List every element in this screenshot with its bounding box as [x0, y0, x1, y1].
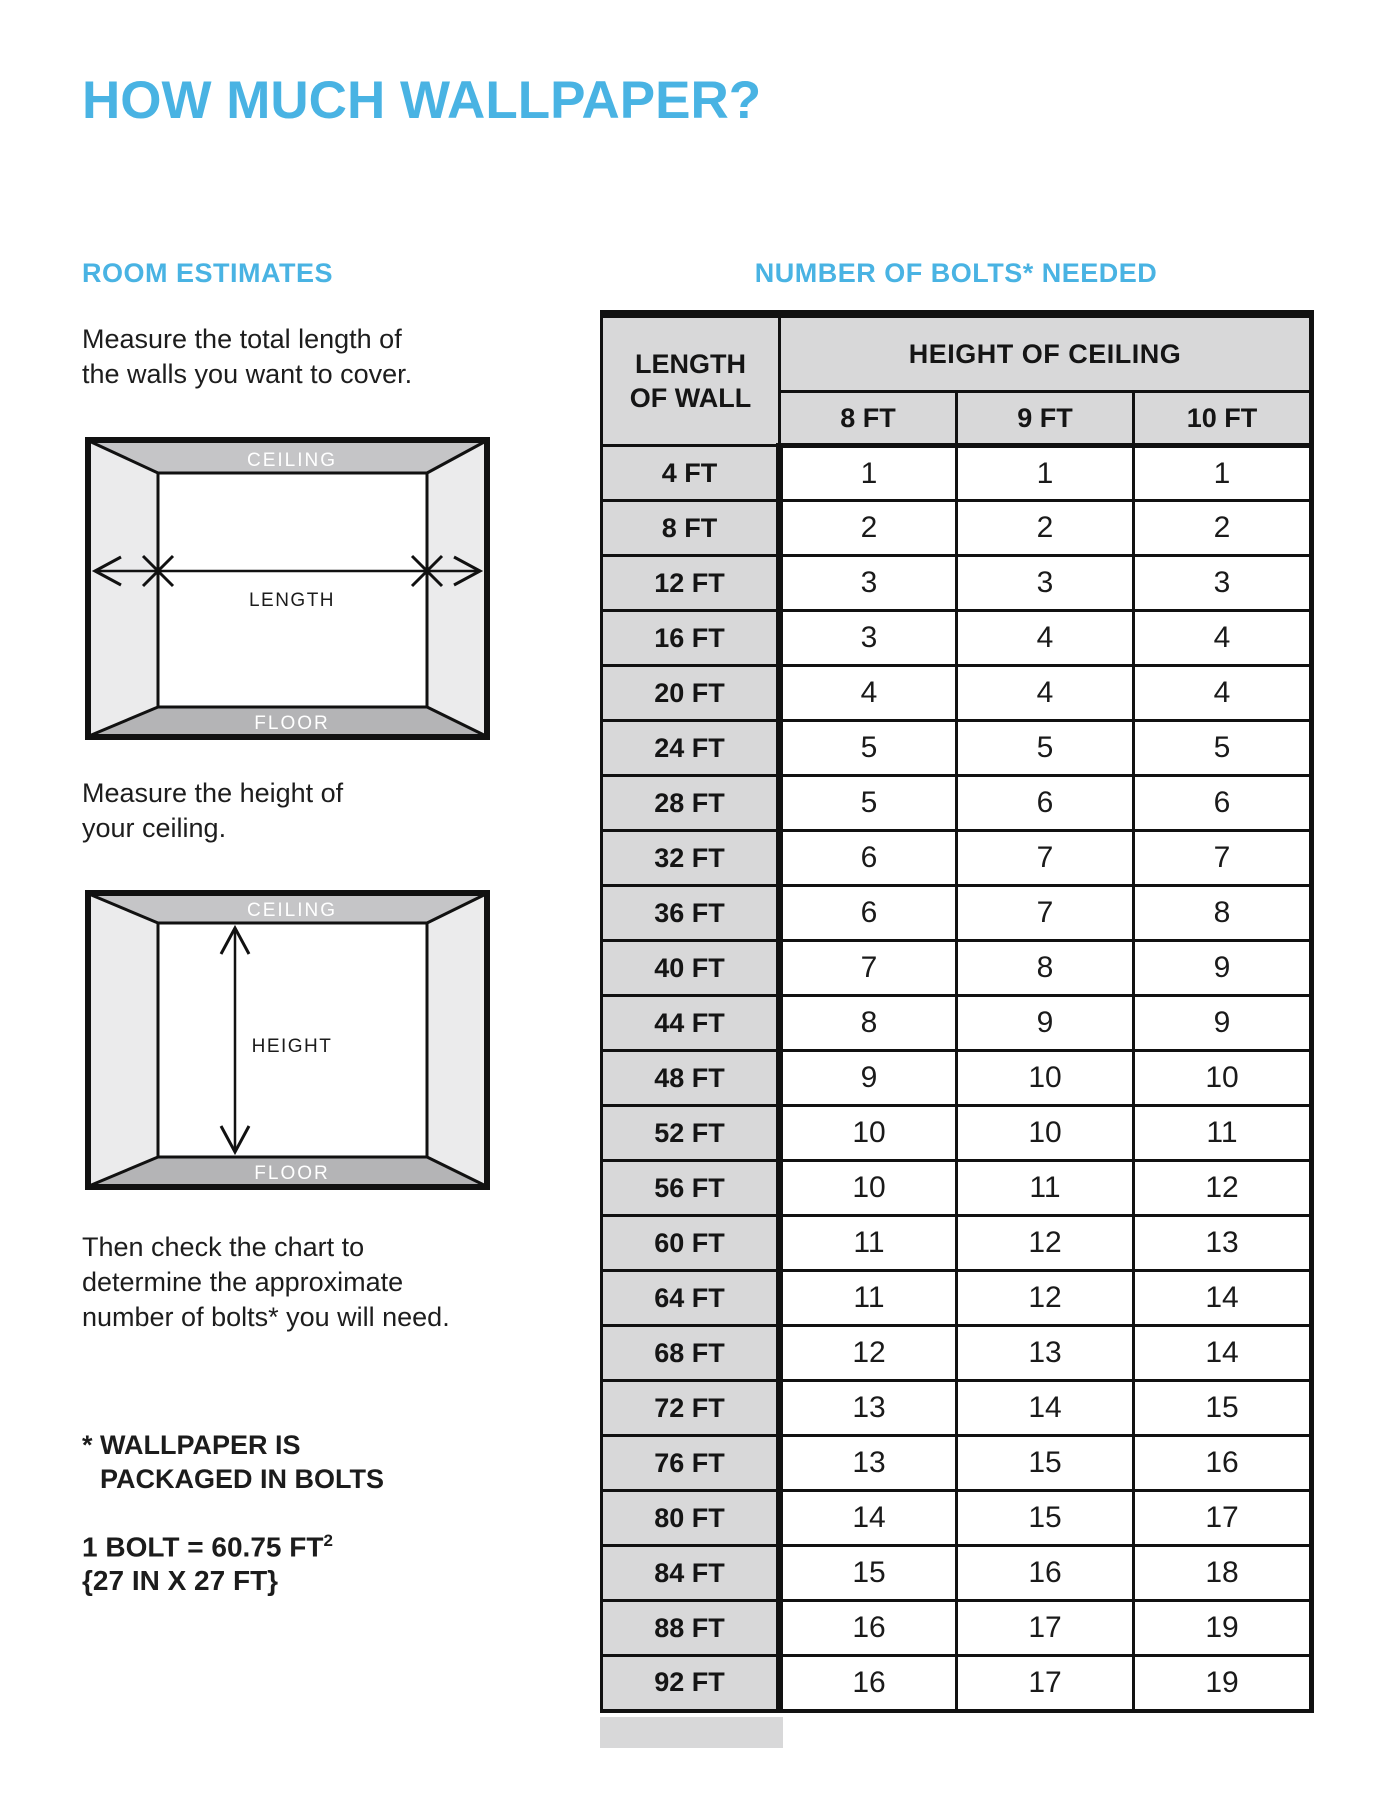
value-cell: 10 [780, 1161, 957, 1216]
value-cell: 16 [780, 1601, 957, 1656]
table-row [602, 446, 1312, 501]
bolts-table-body [602, 446, 1312, 1711]
table-row [602, 1326, 1312, 1381]
table-row [602, 501, 1312, 556]
value-cell: 8 [1134, 886, 1312, 941]
value-cell: 13 [780, 1436, 957, 1491]
value-cell: 14 [780, 1491, 957, 1546]
value-cell: 7 [957, 886, 1134, 941]
value-cell: 16 [1134, 1436, 1312, 1491]
table-header-row-1 [602, 314, 1312, 392]
value-cell: 14 [957, 1381, 1134, 1436]
table-row [602, 831, 1312, 886]
value-cell: 4 [957, 611, 1134, 666]
value-cell: 11 [1134, 1106, 1312, 1161]
value-cell: 15 [957, 1436, 1134, 1491]
value-cell: 17 [1134, 1491, 1312, 1546]
left-wall-surface [89, 894, 158, 1186]
value-cell: 6 [780, 831, 957, 886]
value-cell: 18 [1134, 1546, 1312, 1601]
value-cell: 11 [780, 1271, 957, 1326]
instruction-length-line2: the walls you want to cover. [82, 359, 413, 389]
table-row [602, 1491, 1312, 1546]
value-cell: 15 [1134, 1381, 1312, 1436]
value-cell: 16 [957, 1546, 1134, 1601]
value-cell: 7 [957, 831, 1134, 886]
height-label: HEIGHT [251, 1036, 333, 1057]
instruction-length [82, 322, 412, 392]
value-cell: 7 [780, 941, 957, 996]
value-cell: 10 [957, 1051, 1134, 1106]
value-cell: 8 [780, 996, 957, 1051]
instruction-chart-line1: Then check the chart to [82, 1232, 365, 1262]
row-label-cell: 32 FT [602, 831, 780, 886]
instruction-height-line1: Measure the height of [82, 778, 344, 808]
value-cell: 5 [780, 721, 957, 776]
value-cell: 14 [1134, 1271, 1312, 1326]
value-cell: 12 [957, 1271, 1134, 1326]
row-label-cell: 72 FT [602, 1381, 780, 1436]
row-label-cell: 92 FT [602, 1656, 780, 1711]
left-wall-surface [89, 441, 158, 736]
asterisk: * [82, 1430, 93, 1460]
table-row [602, 1106, 1312, 1161]
table-row [602, 886, 1312, 941]
value-cell: 10 [780, 1106, 957, 1161]
row-label-cell: 68 FT [602, 1326, 780, 1381]
length-label: LENGTH [248, 590, 336, 611]
row-header-line2: OF WALL [629, 383, 752, 413]
value-cell: 3 [957, 556, 1134, 611]
right-wall-surface [427, 441, 486, 736]
row-label-cell: 84 FT [602, 1546, 780, 1601]
column-group-header: HEIGHT OF CEILING [780, 314, 1312, 392]
row-label-cell: 16 FT [602, 611, 780, 666]
value-cell: 19 [1134, 1656, 1312, 1711]
value-cell: 3 [780, 611, 957, 666]
value-cell: 13 [957, 1326, 1134, 1381]
value-cell: 17 [957, 1601, 1134, 1656]
value-cell: 7 [1134, 831, 1312, 886]
floor-label: FLOOR [254, 1163, 330, 1184]
row-label-cell: 20 FT [602, 666, 780, 721]
value-cell: 15 [780, 1546, 957, 1601]
value-cell: 6 [780, 886, 957, 941]
value-cell: 6 [1134, 776, 1312, 831]
instruction-length-line1: Measure the total length of [82, 324, 402, 354]
value-cell: 4 [780, 666, 957, 721]
table-row [602, 1656, 1312, 1711]
bolt-dimensions: {27 IN X 27 FT} [82, 1565, 279, 1597]
value-cell: 2 [957, 501, 1134, 556]
table-row [602, 941, 1312, 996]
row-label-cell: 28 FT [602, 776, 780, 831]
room-length-diagram [85, 437, 490, 740]
table-row [602, 1436, 1312, 1491]
row-label-cell: 60 FT [602, 1216, 780, 1271]
value-cell: 11 [957, 1161, 1134, 1216]
value-cell: 9 [957, 996, 1134, 1051]
bolt-equation-text: 1 BOLT = 60.75 FT [82, 1531, 324, 1563]
row-label-cell: 40 FT [602, 941, 780, 996]
bolt-equation-line1 [82, 1524, 333, 1564]
room-height-diagram [85, 890, 490, 1190]
row-label-cell: 80 FT [602, 1491, 780, 1546]
value-cell: 17 [957, 1656, 1134, 1711]
value-cell: 5 [1134, 721, 1312, 776]
row-label-cell: 12 FT [602, 556, 780, 611]
value-cell: 1 [780, 446, 957, 501]
value-cell: 5 [957, 721, 1134, 776]
value-cell: 2 [780, 501, 957, 556]
table-heading: NUMBER OF BOLTS* NEEDED [754, 258, 1158, 288]
row-label-cell: 48 FT [602, 1051, 780, 1106]
table-row [602, 1381, 1312, 1436]
right-wall-surface [427, 894, 486, 1186]
value-cell: 10 [1134, 1051, 1312, 1106]
ceiling-label: CEILING [246, 900, 338, 921]
row-label-cell: 52 FT [602, 1106, 780, 1161]
value-cell: 13 [1134, 1216, 1312, 1271]
table-row [602, 556, 1312, 611]
row-label-cell: 36 FT [602, 886, 780, 941]
value-cell: 4 [957, 666, 1134, 721]
floor-label: FLOOR [254, 713, 330, 734]
instruction-chart [82, 1230, 450, 1335]
value-cell: 3 [1134, 556, 1312, 611]
footnote-line2: PACKAGED IN BOLTS [100, 1464, 385, 1494]
table-row [602, 666, 1312, 721]
row-label-cell: 76 FT [602, 1436, 780, 1491]
table-row [602, 1271, 1312, 1326]
page-title: HOW MUCH WALLPAPER? [82, 71, 762, 130]
value-cell: 4 [1134, 611, 1312, 666]
table-row [602, 1601, 1312, 1656]
column-header-9ft: 9 FT [957, 392, 1134, 446]
value-cell: 6 [957, 776, 1134, 831]
instruction-chart-line2: determine the approximate [82, 1267, 404, 1297]
table-row [602, 996, 1312, 1051]
table-row [602, 1546, 1312, 1601]
value-cell: 12 [780, 1326, 957, 1381]
row-label-cell: 8 FT [602, 501, 780, 556]
table-row [602, 1051, 1312, 1106]
row-header-line1: LENGTH [635, 349, 746, 379]
value-cell: 9 [780, 1051, 957, 1106]
value-cell: 12 [1134, 1161, 1312, 1216]
column-header-8ft: 8 FT [780, 392, 957, 446]
instruction-height-line2: your ceiling. [82, 813, 227, 843]
bolts-footnote [82, 1428, 384, 1496]
bolt-equation [82, 1524, 333, 1598]
footnote-line1: WALLPAPER IS [100, 1430, 301, 1460]
value-cell: 10 [957, 1106, 1134, 1161]
value-cell: 8 [957, 941, 1134, 996]
row-label-cell: 24 FT [602, 721, 780, 776]
value-cell: 2 [1134, 501, 1312, 556]
table-row [602, 721, 1312, 776]
row-label-cell: 88 FT [602, 1601, 780, 1656]
value-cell: 9 [1134, 941, 1312, 996]
row-label-cell: 56 FT [602, 1161, 780, 1216]
instruction-height [82, 776, 343, 846]
instruction-chart-line3: number of bolts* you will need. [82, 1302, 450, 1332]
value-cell: 3 [780, 556, 957, 611]
table-row [602, 1216, 1312, 1271]
section-heading-room-estimates: ROOM ESTIMATES [82, 258, 334, 288]
value-cell: 16 [780, 1656, 957, 1711]
value-cell: 1 [1134, 446, 1312, 501]
value-cell: 12 [957, 1216, 1134, 1271]
table-row [602, 776, 1312, 831]
row-label-cell: 64 FT [602, 1271, 780, 1326]
value-cell: 11 [780, 1216, 957, 1271]
value-cell: 13 [780, 1381, 957, 1436]
value-cell: 4 [1134, 666, 1312, 721]
bolt-equation-superscript: 2 [323, 1531, 333, 1550]
value-cell: 19 [1134, 1601, 1312, 1656]
ceiling-label: CEILING [246, 450, 338, 471]
table-row [602, 611, 1312, 666]
value-cell: 1 [957, 446, 1134, 501]
row-label-cell: 4 FT [602, 446, 780, 501]
value-cell: 5 [780, 776, 957, 831]
column-header-10ft: 10 FT [1134, 392, 1312, 446]
value-cell: 15 [957, 1491, 1134, 1546]
value-cell: 14 [1134, 1326, 1312, 1381]
table-row [602, 1161, 1312, 1216]
value-cell: 9 [1134, 996, 1312, 1051]
row-header-cell [602, 314, 780, 446]
bolts-needed-table [600, 310, 1314, 1713]
table-footer-strip [600, 1717, 783, 1748]
row-label-cell: 44 FT [602, 996, 780, 1051]
